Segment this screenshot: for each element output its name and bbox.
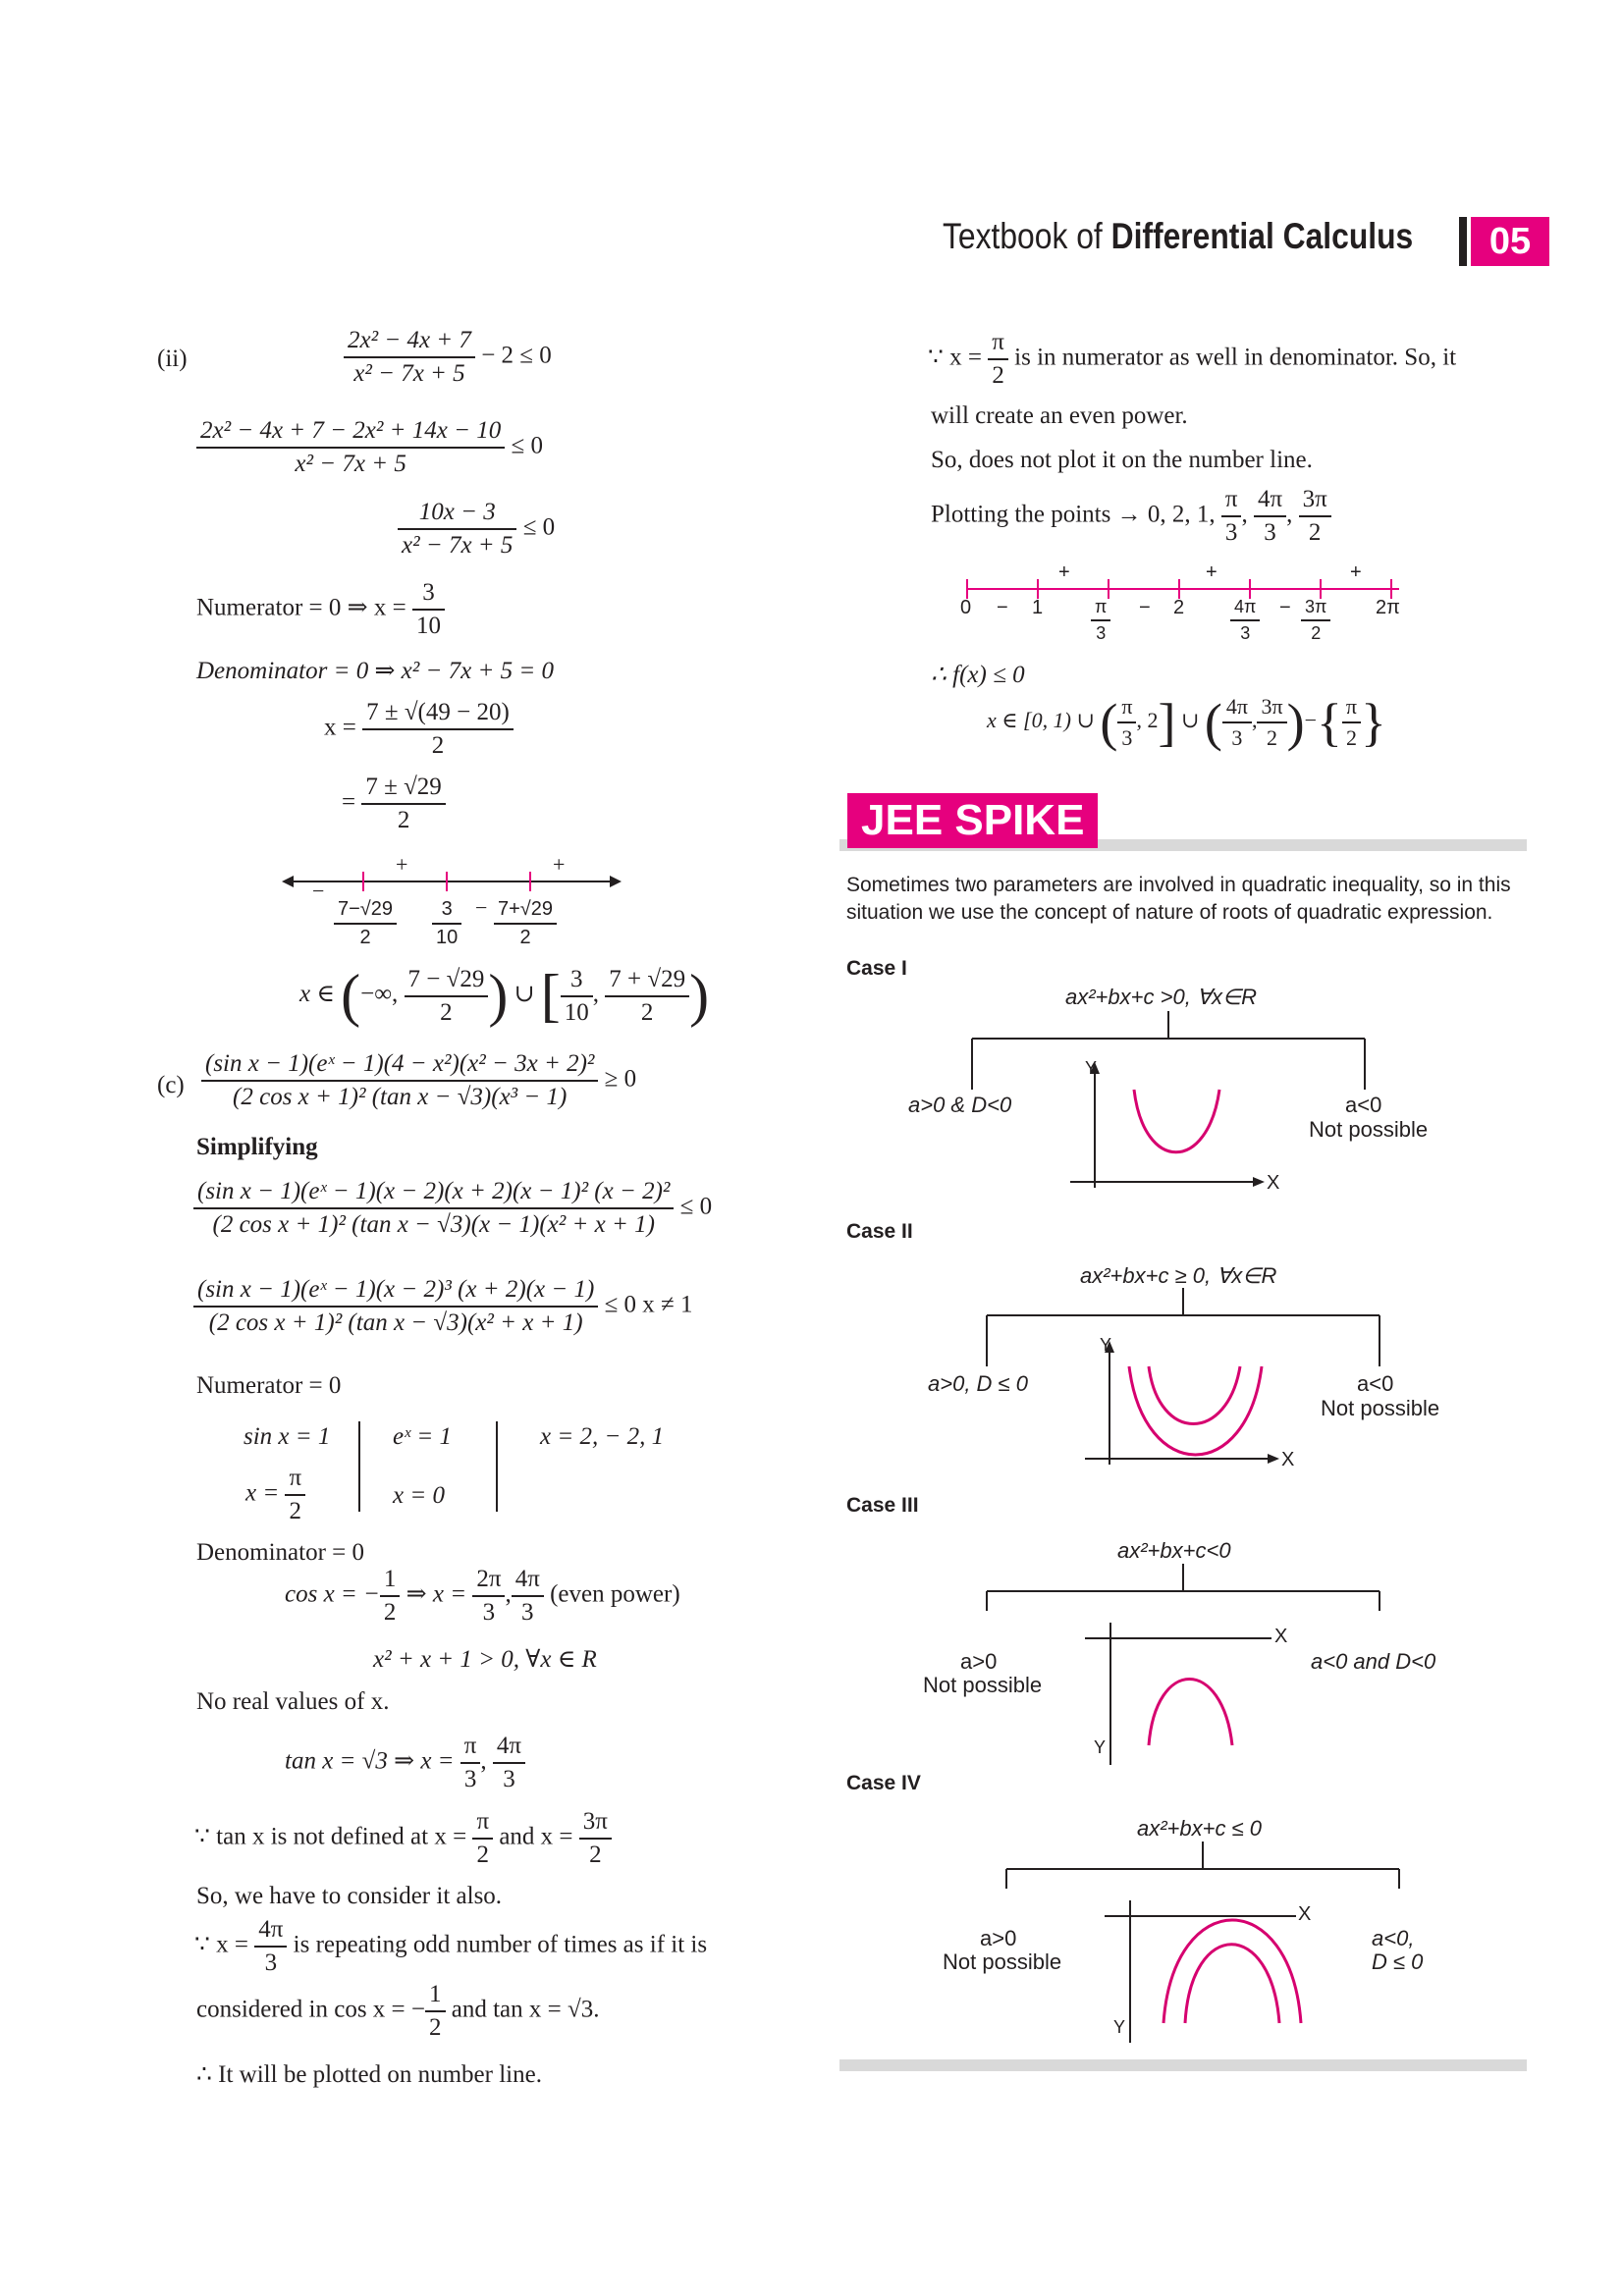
numerator-root: Numerator = 0 ⇒ x = $\frac{3}{10}$ (196, 579, 445, 640)
nl2-plus-2: + (1206, 561, 1217, 583)
case-1-axis-x: X (1267, 1172, 1280, 1194)
eq-c: $\frac{\text{(sin x − 1)(eˣ − 1)(4 − x²)(x² − 3x + 2)²}}{\text{(2 cos x + 1)² (tan x − √3)(x³ − 1)}}$ ≥ 0 (201, 1050, 636, 1111)
plotted-conclusion: ∴ It will be plotted on number line. (196, 2061, 542, 2088)
nl1-plus-1: + (396, 852, 408, 877)
part-ii-label: (ii) (157, 346, 188, 372)
tan-equation: tan x = √3 ⇒ x = $\frac{\pi}{3}$ , $\frac{4\pi}{3}$ (285, 1733, 525, 1793)
quadratic-positive: x² + x + 1 > 0, ∀x ∈ R (373, 1646, 597, 1673)
solution-1: x ∈ (−∞, $\frac{7 - √29}{2}$ ) ∪ [ $\frac{3}{10}$ , $\frac{7 + √29}{2}$ ) (299, 963, 710, 1028)
table-exp: eˣ = 1 (393, 1423, 453, 1450)
fx-condition: ∴ f(x) ≤ 0 (931, 662, 1025, 688)
case-3-right: a<0 and D<0 (1311, 1649, 1436, 1674)
nl2-minus-2: − (1139, 597, 1151, 618)
nl2-minus-1: − (997, 597, 1008, 618)
root-formula-2: = $\frac{7 \pm √29}{2}$ (342, 774, 446, 834)
table-sin: sin x = 1 (243, 1423, 331, 1450)
nl2-tick-3pi2: $\frac{3\pi}{2}$ (1301, 597, 1330, 644)
case-4-right-2: D ≤ 0 (1372, 1949, 1424, 1974)
case-2-right-1: a<0 (1357, 1371, 1394, 1396)
header-divider (1459, 217, 1467, 266)
case-4-right-1: a<0, (1372, 1926, 1415, 1950)
case-3-left-2: Not possible (923, 1673, 1043, 1697)
case-3-axis-y: Y (1094, 1737, 1107, 1757)
nl2-tick-2: 2 (1173, 597, 1185, 618)
tan-not-defined: ∵ tan x is not defined at x = $\frac{\pi}{2}$ and x = $\frac{3\pi}{2}$ (194, 1808, 612, 1869)
page-number: 05 (1471, 217, 1549, 266)
part-c-label: (c) (157, 1072, 185, 1098)
numerator-zero: Numerator = 0 (196, 1372, 342, 1399)
case-2-left: a>0, D ≤ 0 (928, 1371, 1028, 1396)
spike-bottom-bar (839, 2059, 1527, 2071)
nl1-plus-2: + (553, 852, 566, 877)
table-roots: x = 2, − 2, 1 (540, 1423, 665, 1450)
table-divider-1 (358, 1421, 360, 1512)
nl1-minus-1: − (312, 879, 325, 903)
case-4-left-1: a>0 (980, 1926, 1017, 1950)
case-3-label: Case III (846, 1494, 919, 1517)
nl2-tick-4pi3: $\frac{4\pi}{3}$ (1230, 597, 1260, 644)
considered-in: considered in cos x = − $\frac{1}{2}$ and tan x = √3. (196, 1981, 600, 2041)
no-real-values: No real values of x. (196, 1688, 390, 1715)
case-1-condition: ax²+bx+c >0, ∀x∈R (1065, 985, 1258, 1009)
case-4-axis-x: X (1298, 1903, 1312, 1925)
nl1-label-a: $\frac{7-√29}{2}$ (334, 898, 397, 949)
nl2-minus-3: − (1279, 597, 1291, 618)
running-header (943, 216, 1413, 257)
spike-title: JEE SPIKE (847, 793, 1098, 848)
case-4-diagram (997, 1842, 1429, 2048)
case-3-condition: ax²+bx+c<0 (1117, 1538, 1231, 1563)
case-1-right-1: a<0 (1345, 1093, 1382, 1117)
case-1-diagram (962, 1011, 1394, 1198)
case-3-axis-x: X (1274, 1626, 1288, 1647)
denominator-equation: Denominator = 0 ⇒ x² − 7x + 5 = 0 (196, 658, 554, 684)
case-1-axis-y: Y (1085, 1058, 1098, 1078)
nl2-tick-0: 0 (960, 597, 972, 618)
case-2-label: Case II (846, 1220, 913, 1243)
eq-1: $\frac{\text{2x² − 4x + 7}}{\text{x² − 7x + 5}}$ − 2 ≤ 0 (344, 327, 552, 388)
denominator-zero: Denominator = 0 (196, 1539, 365, 1566)
consider-also: So, we have to consider it also. (196, 1883, 503, 1909)
nl2-tick-2pi: 2π (1376, 597, 1400, 618)
nl2-tick-1: 1 (1032, 597, 1044, 618)
cos-equation: cos x = − $\frac{1}{2}$ ⇒ x = $\frac{2\pi}{3}$ , $\frac{4\pi}{3}$ (even power) (285, 1566, 680, 1626)
case-4-left-2: Not possible (943, 1949, 1062, 1974)
eq-s1: $\frac{\text{(sin x − 1)(eˣ − 1)(x − 2)(x + 2)(x − 1)² (x − 2)²}}{\text{(2 cos x + 1)² (tan x − √3)(x − 1)(x² + x + 1)}}$ ≤ 0 (193, 1178, 712, 1239)
case-2-diagram (977, 1288, 1409, 1474)
case-1-right-2: Not possible (1309, 1117, 1429, 1142)
nl1-minus-2: − (475, 895, 488, 920)
even-power-remark: will create an even power. (931, 402, 1188, 429)
case-2-right-2: Not possible (1321, 1396, 1440, 1420)
nl2-plus-1: + (1058, 561, 1070, 583)
eq-2: $\frac{\text{2x² − 4x + 7 − 2x² + 14x − 10}}{\text{x² − 7x + 5}}$ ≤ 0 (196, 417, 543, 478)
case-1-label: Case I (846, 957, 907, 980)
nl2-tick-pi3: $\frac{\pi}{3}$ (1091, 597, 1110, 644)
table-divider-2 (496, 1421, 498, 1512)
nl1-label-c: $\frac{7+√29}{2}$ (494, 898, 557, 949)
header-title-bold: Differential Calculus (1110, 216, 1414, 256)
solution-2: x ∈ [0, 1) ∪ ( $\frac{\pi}{3}$ , 2] ∪ ( $\frac{4\pi}{3}$ , $\frac{3\pi}{2}$ )−{ $\frac{\pi}{2}$ } (987, 693, 1386, 752)
repeating-odd: ∵ x = $\frac{4\pi}{3}$ is repeating odd number of times as if it is (194, 1916, 708, 1976)
header-title-prefix: Textbook of (943, 216, 1111, 256)
eq-s2: $\frac{\text{(sin x − 1)(eˣ − 1)(x − 2)³ (x + 2)(x − 1)}}{\text{(2 cos x + 1)² (tan x − √3)(x² + x + 1)}}$ ≤ 0 x ≠ 1 (193, 1276, 693, 1337)
case-2-condition: ax²+bx+c ≥ 0, ∀x∈R (1080, 1263, 1277, 1288)
case-4-condition: ax²+bx+c ≤ 0 (1137, 1816, 1263, 1841)
nl2-plus-3: + (1350, 561, 1362, 583)
case-4-axis-y: Y (1113, 2017, 1126, 2037)
root-formula-1: x = $\frac{7 \pm √(49 - 20)}{2}$ (324, 699, 514, 760)
case-4-label: Case IV (846, 1772, 921, 1794)
case-3-left-1: a>0 (960, 1649, 998, 1674)
table-exp-root: x = 0 (393, 1482, 445, 1509)
plotting-points: Plotting the points → 0, 2, 1, $\frac{\pi}{3}$ , $\frac{4\pi}{3}$ , $\frac{3\pi}{2}$ (931, 486, 1331, 547)
spike-text: Sometimes two parameters are involved in quadratic inequality, so in this situation we use the concept of nature of roots of quadratic expression. (846, 874, 1511, 924)
case-1-left: a>0 & D<0 (908, 1093, 1012, 1117)
simplifying-heading: Simplifying (196, 1134, 318, 1160)
case-2-axis-y: Y (1100, 1335, 1112, 1355)
table-sin-root: x = $\frac{\pi}{2}$ (245, 1465, 305, 1525)
pi2-remark: ∵ x = $\frac{\pi}{2}$ is in numerator as well in denominator. So, it (928, 329, 1457, 389)
eq-3: $\frac{10x - 3}{\text{x² − 7x + 5}}$ ≤ 0 (398, 499, 555, 560)
nl1-label-b: $\frac{3}{10}$ (432, 898, 461, 949)
case-2-axis-x: X (1281, 1449, 1295, 1470)
no-plot-remark: So, does not plot it on the number line. (931, 447, 1313, 473)
